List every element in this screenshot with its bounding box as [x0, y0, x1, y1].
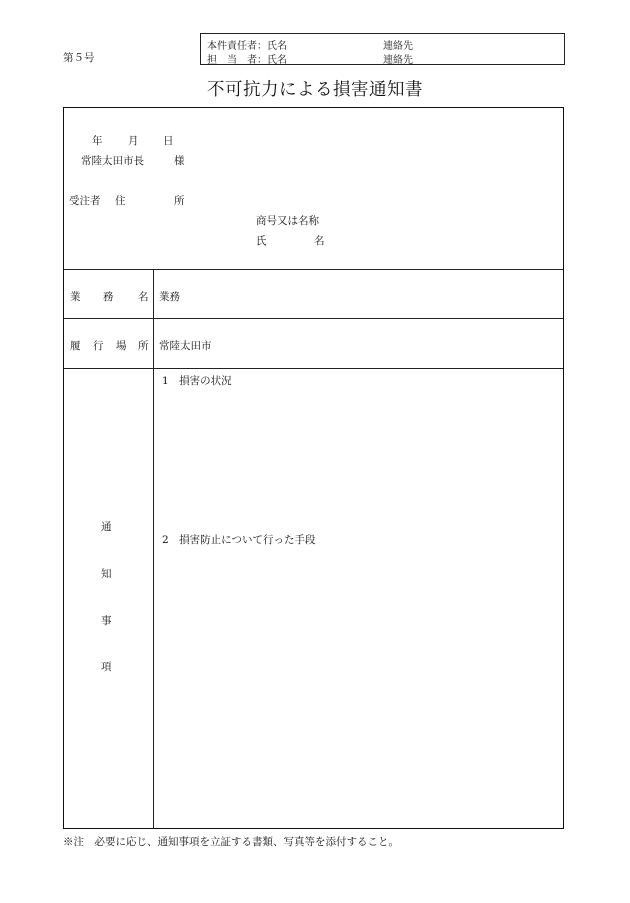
task-name-label-char: 務: [103, 291, 114, 303]
person-in-charge-contact-label: 連絡先: [383, 55, 413, 66]
location-label-char: 所: [138, 340, 149, 352]
notice-label-char: 知: [101, 568, 112, 580]
notice-item-damage-status: 1 損害の状況: [162, 375, 232, 387]
notice-label-char: 事: [101, 615, 112, 627]
form-number: 第５号: [63, 52, 95, 64]
name-label-1: 氏: [256, 235, 267, 247]
date-day-label: 日: [163, 135, 174, 147]
notice-label-char: 通: [101, 521, 112, 533]
responsible-contact-label: 連絡先: [383, 41, 413, 52]
label-column-divider: [153, 269, 154, 828]
person-in-charge-label: 担 当 者：氏名: [207, 55, 287, 66]
task-name-label-char: 名: [138, 291, 149, 303]
address-label-1: 住: [115, 195, 126, 207]
address-label-2: 所: [174, 195, 185, 207]
task-name-label-char: 業: [70, 291, 81, 303]
location-label-char: 場: [116, 340, 127, 352]
notice-item-prevention-measures: 2 損害防止について行った手段: [162, 534, 316, 546]
honorific: 様: [174, 155, 185, 167]
row-divider: [64, 368, 563, 369]
location-label-char: 履: [70, 340, 81, 352]
row-divider: [64, 269, 563, 270]
company-name-label: 商号又は名称: [256, 215, 319, 227]
responsible-person-label: 本件責任者：氏名: [207, 41, 287, 52]
responsibility-box: [200, 33, 565, 65]
date-year-label: 年: [92, 135, 103, 147]
location-label-char: 行: [93, 340, 104, 352]
location-value: 常陸太田市: [159, 340, 212, 352]
contractor-label: 受注者: [69, 195, 101, 207]
notice-form-table: [63, 107, 564, 829]
row-divider: [64, 318, 563, 319]
name-label-2: 名: [314, 235, 325, 247]
addressee: 常陸太田市長: [81, 155, 144, 167]
document-title: 不可抗力による損害通知書: [207, 80, 423, 100]
task-name-value: 業務: [159, 291, 180, 303]
footnote: ※注 必要に応じ、通知事項を立証する書類、写真等を添付すること。: [63, 836, 399, 848]
notice-label-char: 項: [101, 661, 112, 673]
date-month-label: 月: [128, 135, 139, 147]
